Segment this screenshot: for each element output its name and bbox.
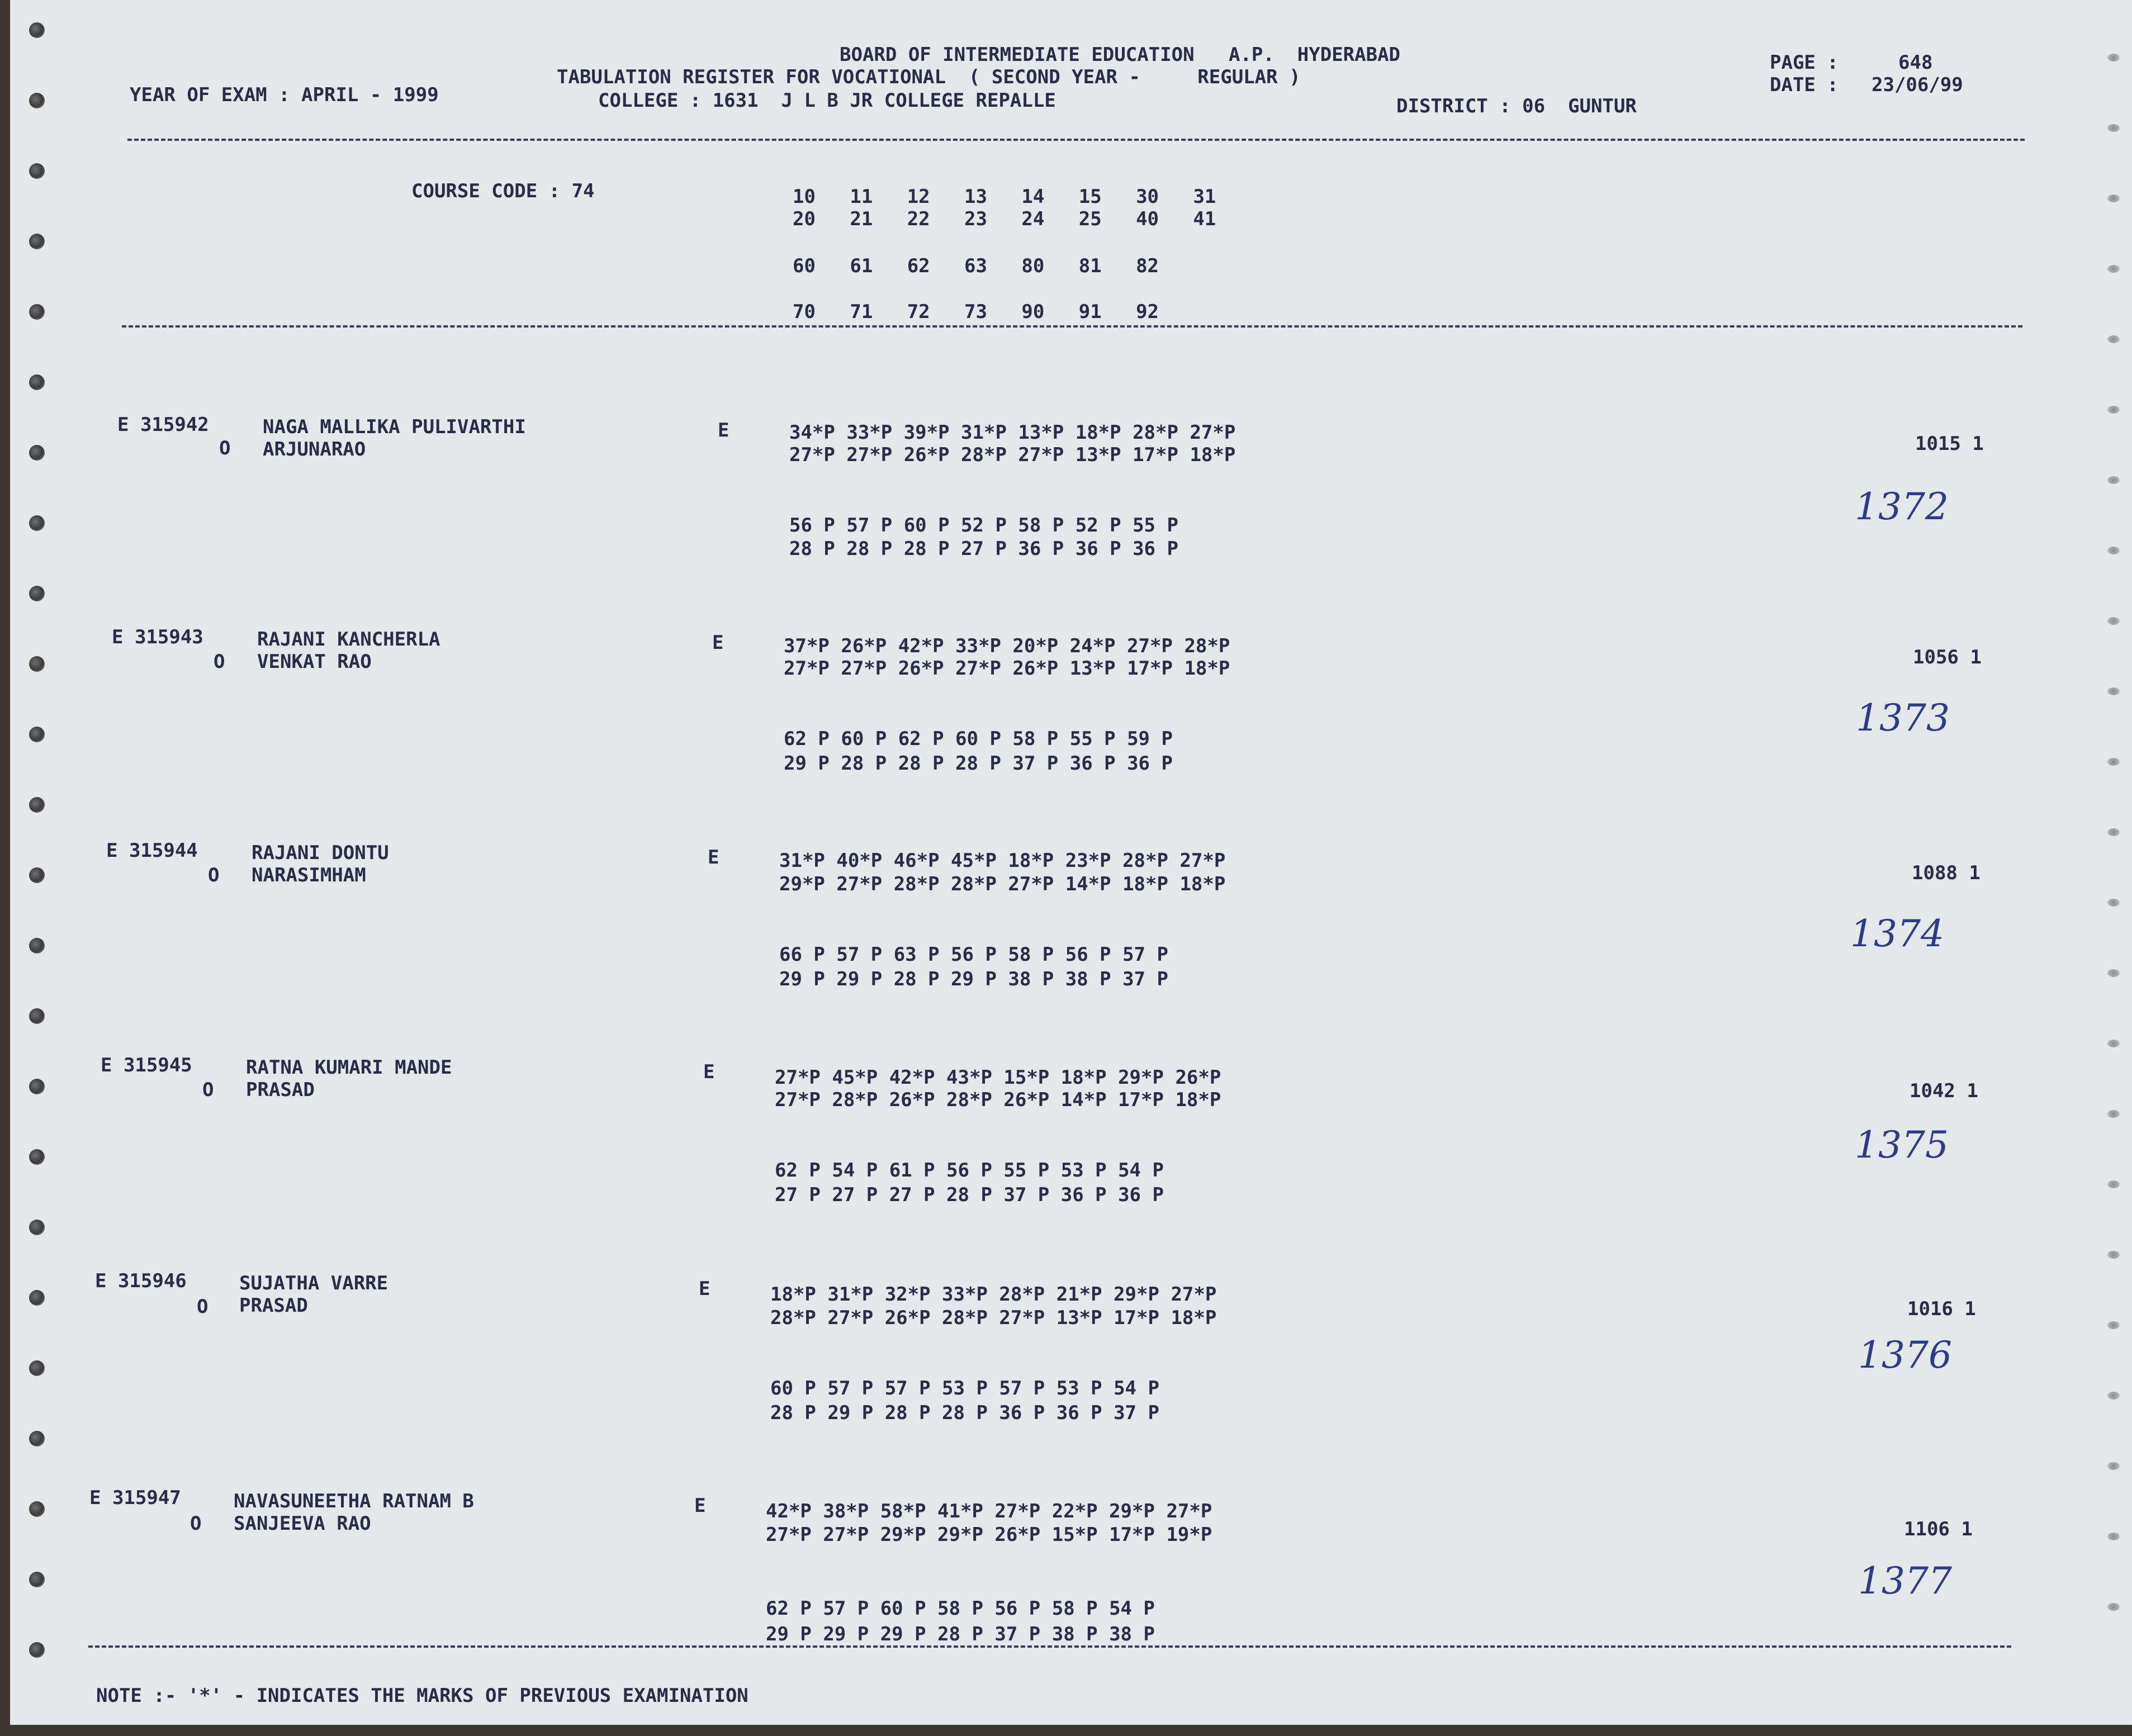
marks-row: 27*P 27*P 26*P 28*P 27*P 13*P 17*P 18*P	[789, 444, 1236, 466]
date-value: 23/06/99	[1872, 74, 1963, 96]
feed-hole-icon	[2107, 899, 2120, 907]
marks-row: 31*P 40*P 46*P 45*P 18*P 23*P 28*P 27*P	[779, 850, 1226, 872]
marks-row: 27*P 28*P 26*P 28*P 26*P 14*P 17*P 18*P	[775, 1089, 1221, 1111]
marks-row: 29 P 29 P 29 P 28 P 37 P 38 P 38 P	[766, 1623, 1155, 1645]
feed-hole-icon	[2107, 54, 2120, 61]
feed-hole-icon	[2107, 969, 2120, 977]
feed-hole-icon	[29, 1501, 45, 1517]
subject-codes-row: 60 61 62 63 80 81 82	[793, 255, 1159, 277]
feed-hole-icon	[2107, 1392, 2120, 1400]
feed-hole-icon	[2107, 406, 2120, 414]
feed-hole-icon	[29, 1220, 45, 1235]
feed-hole-icon	[29, 234, 45, 249]
feed-hole-icon	[29, 1431, 45, 1446]
marks-row: 27*P 27*P 29*P 29*P 26*P 15*P 17*P 19*P	[766, 1524, 1212, 1546]
medium: E	[703, 1061, 715, 1083]
handwritten-serial: 1372	[1855, 485, 1949, 528]
marks-row: 27 P 27 P 27 P 28 P 37 P 36 P 36 P	[775, 1184, 1164, 1206]
marks-row: 34*P 33*P 39*P 31*P 13*P 18*P 28*P 27*P	[789, 421, 1236, 444]
feed-hole-icon	[29, 1079, 45, 1094]
dashed-rule	[88, 1645, 2011, 1648]
board-title: BOARD OF INTERMEDIATE EDUCATION A.P. HYDERABAD	[840, 44, 1401, 66]
medium: E	[694, 1495, 706, 1517]
feed-hole-icon	[2107, 476, 2120, 484]
feed-hole-icon	[29, 1642, 45, 1658]
feed-hole-icon	[29, 1572, 45, 1587]
feed-hole-icon	[2107, 195, 2120, 202]
feed-hole-icon	[2107, 758, 2120, 766]
district-line: DISTRICT : 06 GUNTUR	[1396, 95, 1637, 117]
feed-hole-icon	[29, 163, 45, 179]
marks-row: 28 P 28 P 28 P 27 P 36 P 36 P 36 P	[789, 538, 1178, 560]
handwritten-serial: 1374	[1850, 912, 1944, 955]
total-marks: 1042 1	[1910, 1080, 1978, 1102]
feed-hole-icon	[29, 1149, 45, 1165]
marks-row: 60 P 57 P 57 P 53 P 57 P 53 P 54 P	[770, 1377, 1159, 1400]
feed-hole-icon	[2107, 687, 2120, 695]
subject-codes-row: 70 71 72 73 90 91 92	[793, 301, 1159, 323]
feed-hole-icon	[29, 374, 45, 390]
total-marks: 1056 1	[1913, 646, 1982, 668]
feed-hole-icon	[2107, 617, 2120, 625]
marks-row: 27*P 27*P 26*P 27*P 26*P 13*P 17*P 18*P	[784, 657, 1230, 680]
feed-hole-icon	[29, 515, 45, 531]
marks-row: 27*P 45*P 42*P 43*P 15*P 18*P 29*P 26*P	[775, 1066, 1221, 1089]
marks-row: 56 P 57 P 60 P 52 P 58 P 52 P 55 P	[789, 514, 1178, 537]
total-marks: 1088 1	[1912, 862, 1981, 884]
registration-number: E 315942	[117, 414, 209, 436]
marks-row: 62 P 60 P 62 P 60 P 58 P 55 P 59 P	[784, 728, 1173, 750]
feed-hole-icon	[29, 867, 45, 883]
feed-hole-icon	[29, 1360, 45, 1376]
feed-hole-icon	[2107, 1040, 2120, 1047]
medium: E	[718, 419, 729, 442]
handwritten-serial: 1376	[1858, 1334, 1952, 1377]
feed-hole-icon	[2107, 1603, 2120, 1611]
feed-hole-icon	[2107, 335, 2120, 343]
medium: E	[712, 632, 724, 654]
page-label: PAGE :	[1770, 51, 1839, 74]
student-name: RAJANI DONTU	[252, 842, 389, 864]
handwritten-serial: 1375	[1855, 1123, 1949, 1166]
student-name: RAJANI KANCHERLA	[257, 628, 440, 651]
parent-name: PRASAD	[246, 1079, 315, 1101]
year-of-exam: YEAR OF EXAM : APRIL - 1999	[130, 84, 439, 106]
college-line: COLLEGE : 1631 J L B JR COLLEGE REPALLE	[598, 89, 1056, 112]
subject-codes-row: 20 21 22 23 24 25 40 41	[793, 208, 1216, 230]
total-marks: 1015 1	[1915, 433, 1984, 455]
registration-number: E 315944	[106, 839, 198, 862]
marks-row: 62 P 54 P 61 P 56 P 55 P 53 P 54 P	[775, 1159, 1164, 1182]
feed-hole-icon	[29, 797, 45, 813]
feed-hole-icon	[29, 938, 45, 954]
parent-name: ARJUNARAO	[263, 438, 366, 461]
course-code: COURSE CODE : 74	[411, 180, 595, 202]
feed-hole-icon	[2107, 1533, 2120, 1540]
marks-row: 29*P 27*P 28*P 28*P 27*P 14*P 18*P 18*P	[779, 873, 1226, 895]
feed-hole-icon	[2107, 1251, 2120, 1259]
marks-row: 66 P 57 P 63 P 56 P 58 P 56 P 57 P	[779, 943, 1168, 966]
total-marks: 1016 1	[1907, 1298, 1976, 1320]
feed-hole-icon	[2107, 1180, 2120, 1188]
marks-row: 37*P 26*P 42*P 33*P 20*P 24*P 27*P 28*P	[784, 635, 1230, 657]
tabulation-register-sheet	[10, 0, 2132, 1725]
parent-prefix: O	[208, 864, 220, 886]
dashed-rule	[122, 325, 2022, 328]
marks-row: 62 P 57 P 60 P 58 P 56 P 58 P 54 P	[766, 1597, 1155, 1620]
parent-name: VENKAT RAO	[257, 651, 372, 673]
feed-hole-icon	[29, 93, 45, 108]
feed-hole-icon	[29, 445, 45, 461]
feed-hole-icon	[29, 22, 45, 38]
handwritten-serial: 1373	[1856, 696, 1950, 739]
parent-prefix: O	[190, 1512, 202, 1535]
medium: E	[699, 1278, 710, 1300]
registration-number: E 315947	[89, 1487, 181, 1509]
parent-name: PRASAD	[239, 1294, 308, 1317]
parent-prefix: O	[197, 1296, 209, 1318]
registration-number: E 315943	[112, 626, 203, 648]
feed-hole-icon	[29, 727, 45, 742]
feed-hole-icon	[2107, 1462, 2120, 1470]
student-name: RATNA KUMARI MANDE	[246, 1056, 452, 1079]
feed-hole-icon	[2107, 828, 2120, 836]
page-number: 648	[1898, 51, 1933, 74]
registration-number: E 315945	[101, 1054, 192, 1076]
medium: E	[708, 846, 719, 869]
feed-hole-icon	[2107, 124, 2120, 132]
marks-row: 42*P 38*P 58*P 41*P 27*P 22*P 29*P 27*P	[766, 1500, 1212, 1522]
registration-number: E 315946	[95, 1270, 187, 1292]
feed-hole-icon	[2107, 1110, 2120, 1118]
parent-name: SANJEEVA RAO	[234, 1512, 371, 1535]
register-title: TABULATION REGISTER FOR VOCATIONAL ( SECOND YEAR - REGULAR )	[557, 66, 1301, 88]
feed-hole-icon	[29, 1008, 45, 1024]
footer-note: NOTE :- '*' - INDICATES THE MARKS OF PREVIOUS EXAMINATION	[96, 1685, 748, 1707]
subject-codes-row: 10 11 12 13 14 15 30 31	[793, 186, 1216, 208]
parent-prefix: O	[202, 1079, 214, 1101]
parent-prefix: O	[214, 651, 225, 673]
feed-hole-icon	[29, 656, 45, 672]
marks-row: 29 P 28 P 28 P 28 P 37 P 36 P 36 P	[784, 752, 1173, 775]
dashed-rule	[127, 139, 2025, 141]
marks-row: 18*P 31*P 32*P 33*P 28*P 21*P 29*P 27*P	[770, 1283, 1217, 1306]
student-name: SUJATHA VARRE	[239, 1272, 389, 1294]
feed-hole-icon	[2107, 1321, 2120, 1329]
date-label: DATE :	[1770, 74, 1839, 96]
handwritten-serial: 1377	[1858, 1559, 1952, 1602]
feed-hole-icon	[29, 1290, 45, 1306]
marks-row: 28 P 29 P 28 P 28 P 36 P 36 P 37 P	[770, 1402, 1159, 1424]
feed-hole-icon	[29, 304, 45, 320]
parent-name: NARASIMHAM	[252, 864, 366, 886]
student-name: NAGA MALLIKA PULIVARTHI	[263, 416, 526, 438]
total-marks: 1106 1	[1904, 1518, 1973, 1540]
parent-prefix: O	[219, 437, 231, 459]
feed-hole-icon	[2107, 265, 2120, 273]
marks-row: 28*P 27*P 26*P 28*P 27*P 13*P 17*P 18*P	[770, 1307, 1217, 1329]
feed-hole-icon	[29, 586, 45, 601]
marks-row: 29 P 29 P 28 P 29 P 38 P 38 P 37 P	[779, 968, 1168, 990]
student-name: NAVASUNEETHA RATNAM B	[234, 1490, 474, 1512]
feed-hole-icon	[2107, 547, 2120, 554]
